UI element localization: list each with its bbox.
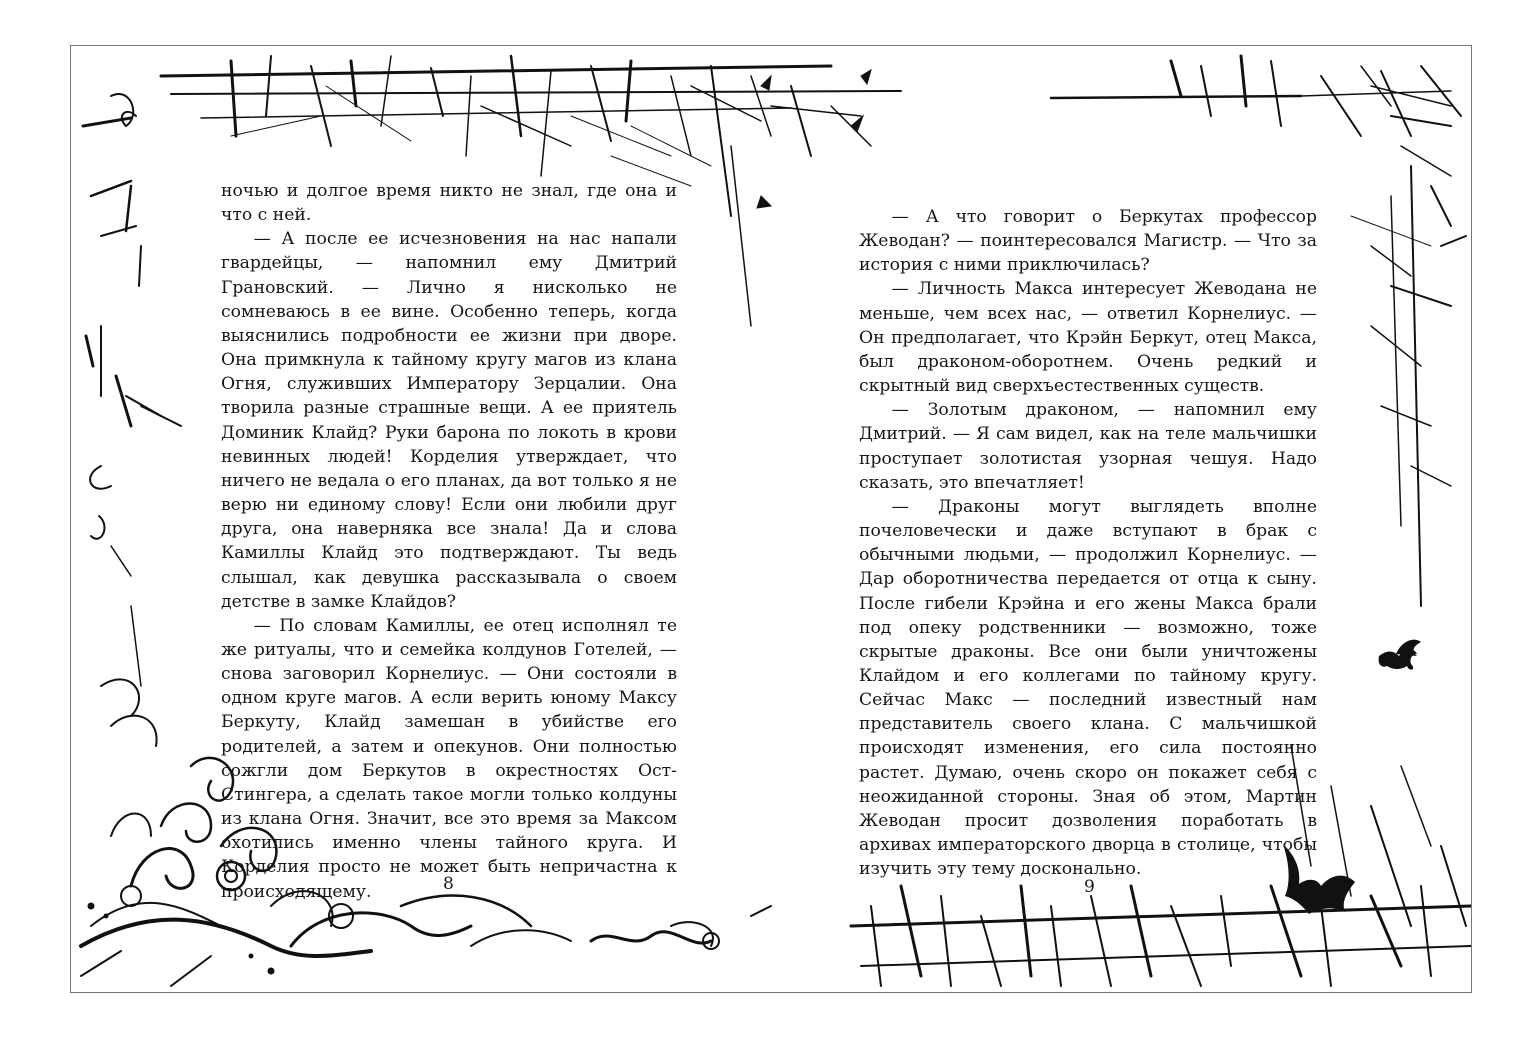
paragraph: — Драконы могут выглядеть вполне почеловечески и даже вступают в брак с обычными людьми, — продолжил Корнелиус. — Дар оборотничества передается от отца к сыну. После гибели Крэйна и его жены Макса брали под опеку родственники — возможно, тоже скрытые драконы. Все они были уничтожены Клайдом и его коллегами по тайному кругу. Сейчас Макс — последний известный нам представитель своего клана. С мальчишкой происходят изменения, его сила постоянно растет. Думаю, очень скоро он покажет себя с неожиданной стороны. Зная об этом, Мартин Жеводан просит дозволения поработать в архивах императорского дворца в столице, чтобы изучить эту тему досконально.	[859, 496, 1317, 880]
page-number-right: 9	[1084, 877, 1095, 897]
page-number-left: 8	[443, 874, 454, 894]
paragraph: ночью и долгое время никто не знал, где она и что с ней.	[221, 181, 677, 226]
bat-icon	[1379, 640, 1421, 670]
paragraph: — А после ее исчезновения на нас напали гвардейцы, — напомнил ему Дмитрий Грановский. — Лично я нисколько не сомневаюсь в ее вине. Особенно теперь, когда выяснились подробности ее жизни при дворе. Она примкнула к тайному кругу магов из клана Огня, служивших Императору Зерцалии. Она творила разные страшные вещи. А ее приятель Доминик Клайд? Руки барона по локоть в крови невинных людей! Корделия утверждает, что ничего не ведала о его планах, да вот только я не верю ни единому слову! Если они любили друг друга, она наверняка все знала! Да и слова Камиллы Клайд это подтверждают. Ты ведь слышал, как девушка рассказывала о своем детстве в замке Клайдов?	[221, 229, 677, 612]
cracked-glass-border-right	[1351, 166, 1466, 606]
paragraph: — По словам Камиллы, ее отец исполнял те же ритуалы, что и семейка колдунов Готелей, — снова заговорил Корнелиус. — Они состояли в одном круге магов. А если верить юному Максу Беркуту, Клайд замешан в убийстве его родителей, а затем и опекунов. Они полностью сожгли дом Беркутов в окрестностях Ост-Стингера, а сделать такое могли только колдуны из клана Огня. Значит, все это время за Максом охотились именно члены тайного круга. И Корделия просто не может быть непричастна к происходящему.	[221, 615, 677, 902]
left-page-text	[221, 179, 677, 904]
paragraph: — Золотым драконом, — напомнил ему Дмитрий. — Я сам видел, как на теле мальчишки проступает золотистая узорная чешуя. Надо сказать, это впечатляет!	[859, 400, 1317, 493]
paragraph: — Личность Макса интересует Жеводана не меньше, чем всех нас, — ответил Корнелиус. — Он предполагает, что Крэйн Беркут, отец Макса, был драконом-оборотнем. Очень редкий и скрытный вид сверхъестественных существ.	[859, 279, 1317, 397]
book-spread	[70, 45, 1472, 993]
paragraph: — А что говорит о Беркутах профессор Жеводан? — поинтересовался Магистр. — Что за история с ними приключилась?	[859, 207, 1317, 276]
cracked-glass-border-left	[83, 94, 181, 686]
right-page-text	[859, 205, 1317, 881]
